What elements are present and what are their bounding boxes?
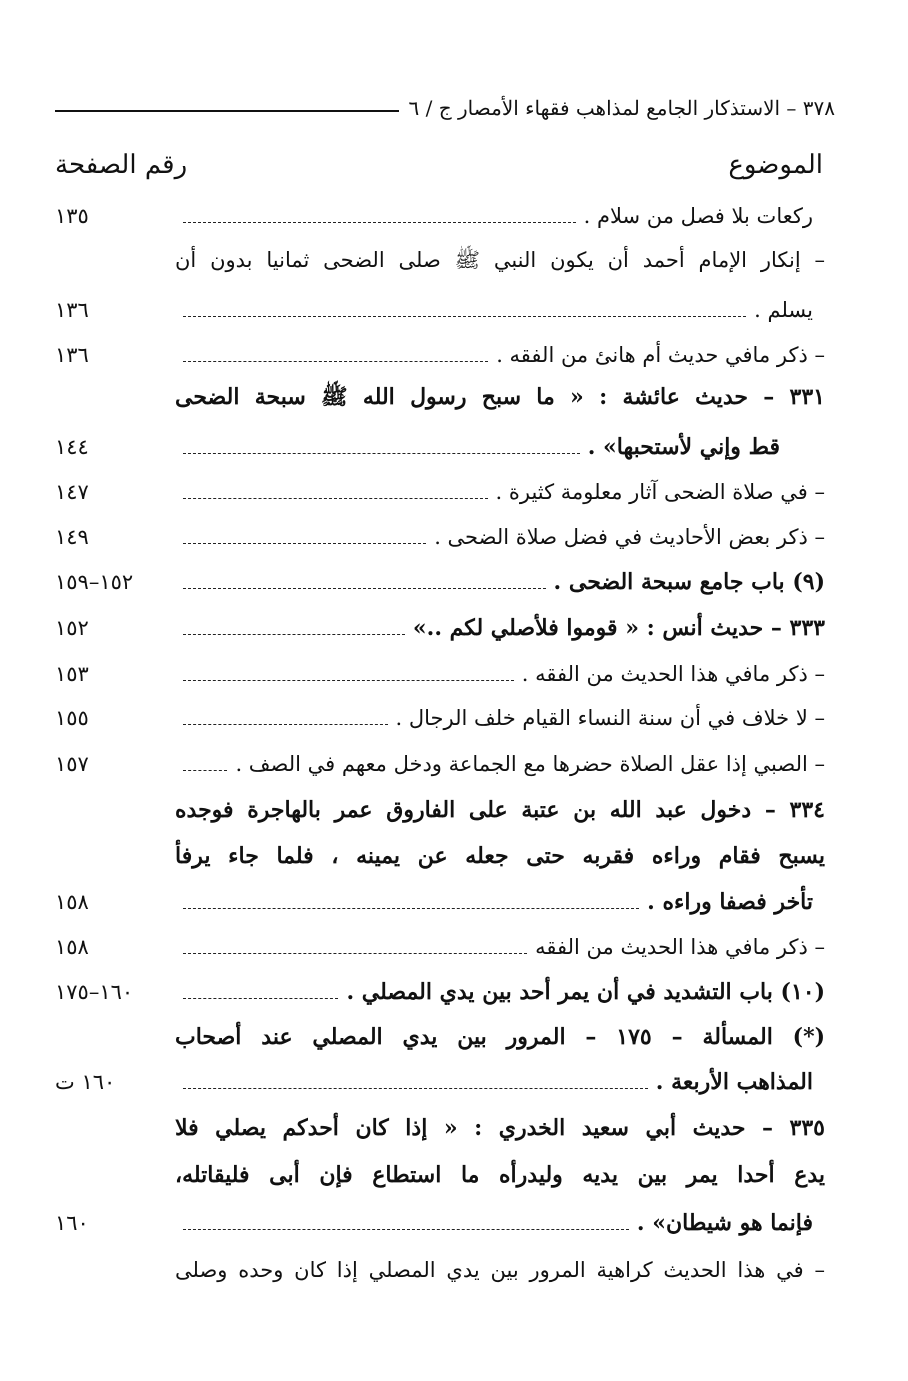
toc-entry bbox=[55, 1200, 825, 1246]
toc-entry bbox=[55, 605, 825, 651]
dot-leader bbox=[183, 724, 388, 725]
entry-page-number bbox=[55, 1258, 175, 1282]
toc-entry bbox=[55, 376, 825, 422]
entry-page-number: ١٥٢–١٥٩ bbox=[55, 570, 134, 594]
toc-entry bbox=[55, 969, 825, 1015]
entry-page-number: ١٥٢ bbox=[55, 616, 89, 640]
entry-text: ٣٣٥ – حديث أبي سعيد الخدري : « إذا كان أحدكم يصلي فلا bbox=[175, 1115, 825, 1141]
entry-page-number: ١٦٠ bbox=[55, 1211, 89, 1235]
entry-page-number: ١٣٦ bbox=[55, 343, 89, 367]
toc-entry bbox=[55, 559, 825, 605]
entry-page-number bbox=[55, 1116, 175, 1140]
toc-entry bbox=[55, 651, 825, 697]
toc-entry bbox=[55, 787, 825, 833]
toc-entry bbox=[55, 469, 825, 515]
column-heading-page-number: رقم الصفحة bbox=[55, 150, 188, 180]
entry-text: (*) المسألة – ١٧٥ – المرور بين يدي المصلي عند أصحاب bbox=[175, 1024, 825, 1050]
entry-page-number bbox=[55, 844, 175, 868]
entry-text: فإنما هو شيطان» . bbox=[636, 1210, 813, 1236]
entry-page-number: ١٤٩ bbox=[55, 525, 89, 549]
entry-page-number: ١٥٣ bbox=[55, 662, 89, 686]
toc-entry bbox=[55, 1152, 825, 1198]
column-heading-topic: الموضوع bbox=[728, 150, 823, 180]
entry-text: قط وإني لأستحبها» . bbox=[587, 434, 780, 460]
entry-text: – في هذا الحديث كراهية المرور بين يدي المصلي إذا كان وحده وصلى bbox=[175, 1258, 825, 1282]
entry-page-number bbox=[55, 798, 175, 822]
entry-text: ٣٣٣ – حديث أنس : « قوموا فلأصلي لكم ..» bbox=[412, 615, 825, 641]
entry-page-number: ١٥٨ bbox=[55, 890, 89, 914]
entry-page-number bbox=[55, 1025, 175, 1049]
toc-entry bbox=[55, 879, 825, 925]
dot-leader bbox=[183, 908, 639, 909]
toc-entry bbox=[55, 424, 825, 470]
entry-text: ركعات بلا فصل من سلام . bbox=[583, 204, 813, 228]
dot-leader bbox=[183, 998, 338, 999]
toc-entry bbox=[55, 193, 825, 239]
entry-text: تأخر فصفا وراءه . bbox=[647, 889, 813, 915]
entry-text: – ذكر مافي هذا الحديث من الفقه bbox=[535, 935, 825, 959]
entry-page-number bbox=[55, 250, 175, 274]
toc-entry bbox=[55, 833, 825, 879]
entry-page-number: ١٣٥ bbox=[55, 204, 89, 228]
entry-text: – ذكر مافي حديث أم هانئ من الفقه . bbox=[496, 343, 825, 367]
dot-leader bbox=[183, 1088, 648, 1089]
dot-leader bbox=[183, 543, 426, 544]
entry-text: – إنكار الإمام أحمد أن يكون النبي ﷺ صلى الضحى ثمانيا بدون أن bbox=[175, 247, 825, 272]
entry-page-number: ١٤٤ bbox=[55, 435, 89, 459]
toc-entry bbox=[55, 1059, 825, 1105]
page-header bbox=[55, 86, 835, 120]
dot-leader bbox=[183, 634, 405, 635]
dot-leader bbox=[183, 316, 746, 317]
entry-text: يدع أحدا يمر بين يديه وليدرأه ما استطاع فإن أبى فليقاتله، bbox=[175, 1162, 825, 1188]
entry-page-number: ١٤٧ bbox=[55, 480, 89, 504]
dot-leader bbox=[183, 361, 488, 362]
dot-leader bbox=[183, 222, 576, 223]
entry-page-number: ١٦٠–١٧٥ bbox=[55, 980, 134, 1004]
entry-page-number: ١٥٨ bbox=[55, 935, 89, 959]
entry-text: يسبح فقام وراءه فقربه حتى جعله عن يمينه ، فلما جاء يرفأ bbox=[175, 843, 825, 869]
toc-entry bbox=[55, 287, 825, 333]
toc-entry bbox=[55, 514, 825, 560]
dot-leader bbox=[183, 770, 227, 771]
entry-text: – ذكر بعض الأحاديث في فضل صلاة الضحى . bbox=[434, 525, 825, 549]
toc-entry bbox=[55, 741, 825, 787]
entry-page-number: ١٦٠ ت bbox=[55, 1070, 116, 1094]
entry-page-number: ١٥٧ bbox=[55, 752, 89, 776]
toc-entry bbox=[55, 1105, 825, 1151]
entry-text: ٣٣١ – حديث عائشة : « ما سبح رسول الله ﷺ سبحة الضحى bbox=[175, 384, 825, 410]
entry-page-number bbox=[55, 387, 175, 411]
entry-text: – لا خلاف في أن سنة النساء القيام خلف الرجال . bbox=[395, 706, 825, 730]
entry-page-number bbox=[55, 1163, 175, 1187]
dot-leader bbox=[183, 1229, 629, 1230]
toc-entry bbox=[55, 1247, 825, 1293]
entry-text: – الصبي إذا عقل الصلاة حضرها مع الجماعة ودخل معهم في الصف . bbox=[235, 752, 825, 776]
entry-text: ٣٣٤ – دخول عبد الله بن عتبة على الفاروق عمر بالهاجرة فوجده bbox=[175, 797, 825, 823]
toc-entry bbox=[55, 332, 825, 378]
dot-leader bbox=[183, 498, 488, 499]
entry-page-number: ١٥٥ bbox=[55, 706, 89, 730]
dot-leader bbox=[183, 588, 546, 589]
entry-text: – ذكر مافي هذا الحديث من الفقه . bbox=[521, 662, 825, 686]
dot-leader bbox=[183, 453, 580, 454]
toc-entry bbox=[55, 239, 825, 285]
entry-text: – في صلاة الضحى آثار معلومة كثيرة . bbox=[495, 480, 825, 504]
entry-text: (١٠) باب التشديد في أن يمر أحد بين يدي المصلي . bbox=[346, 979, 825, 1005]
header-title: ٣٧٨ – الاستذكار الجامع لمذاهب فقهاء الأمصار ج / ٦ bbox=[408, 96, 835, 120]
header-rule bbox=[55, 110, 399, 112]
toc-entry bbox=[55, 1014, 825, 1060]
dot-leader bbox=[183, 953, 527, 954]
entry-text: المذاهب الأربعة . bbox=[655, 1069, 813, 1095]
entry-text: يسلم . bbox=[754, 298, 813, 322]
entry-text: (٩) باب جامع سبحة الضحى . bbox=[553, 569, 825, 595]
toc-entry bbox=[55, 924, 825, 970]
dot-leader bbox=[183, 680, 514, 681]
toc-entry bbox=[55, 695, 825, 741]
entry-page-number: ١٣٦ bbox=[55, 298, 89, 322]
